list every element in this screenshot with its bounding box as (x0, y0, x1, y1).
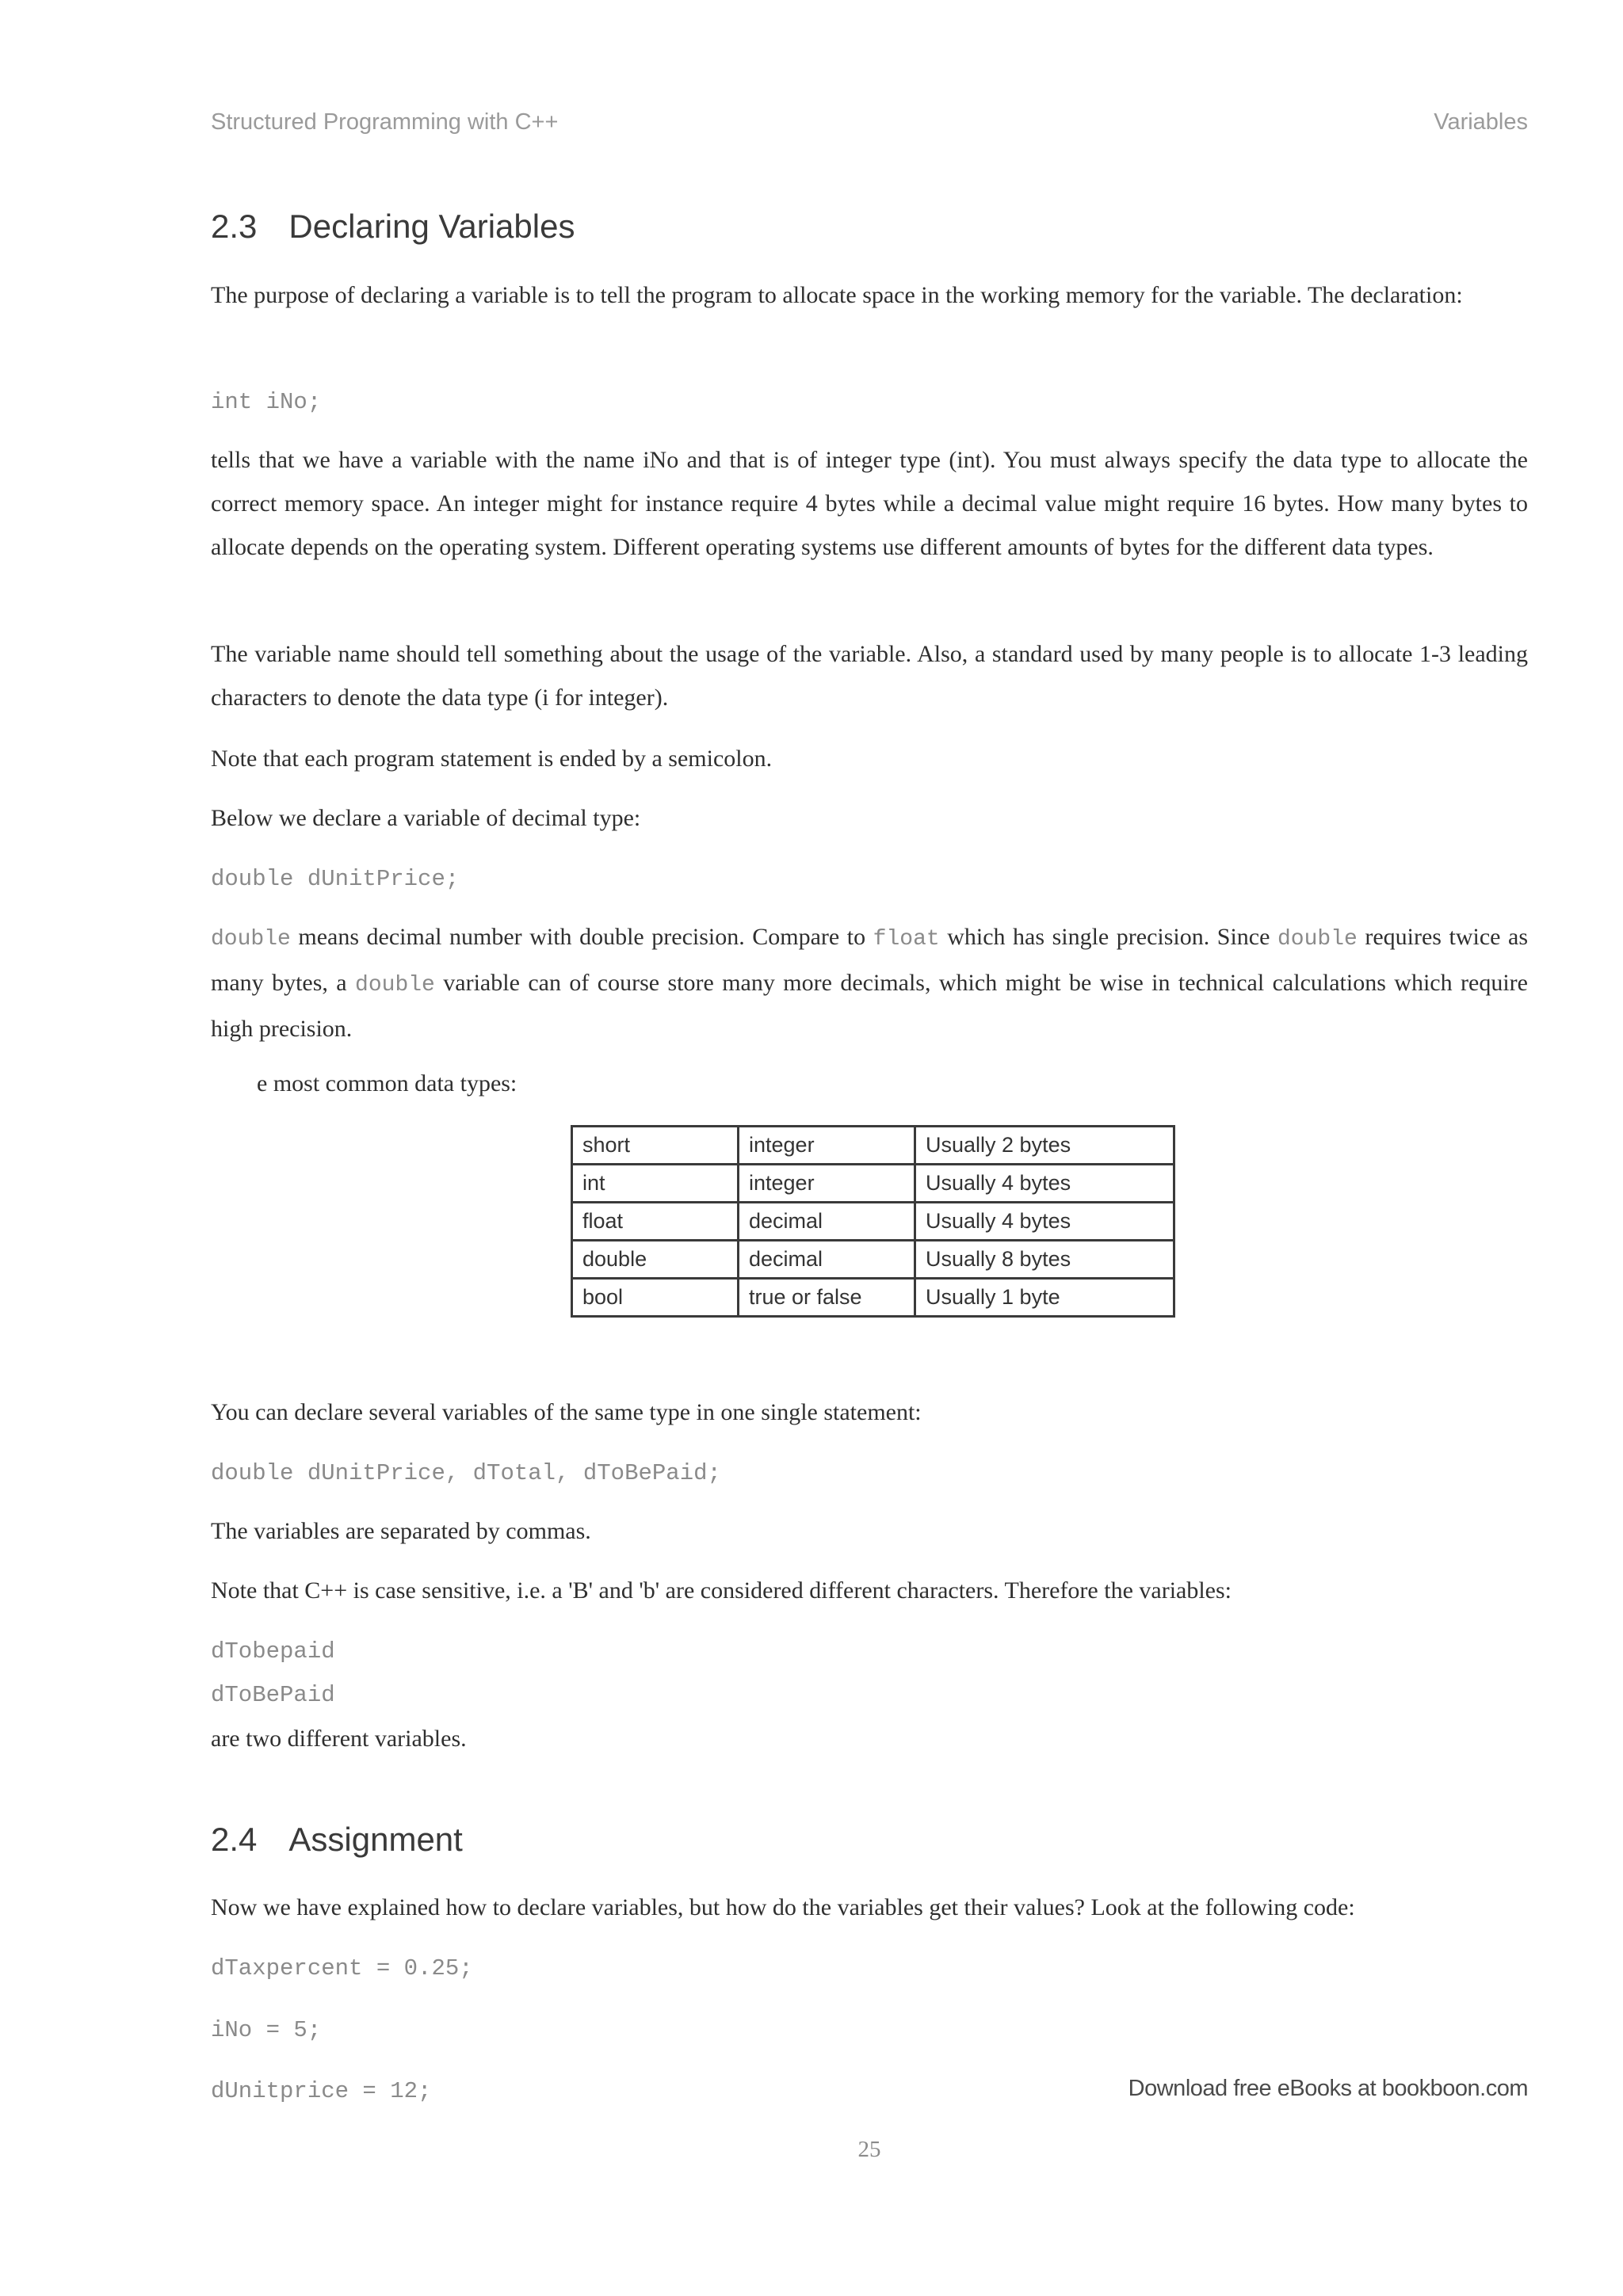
section-title: Declaring Variables (288, 208, 575, 245)
table-cell: integer (739, 1165, 915, 1203)
text-run: means decimal number with double precision. Compare to (290, 924, 873, 950)
running-header (211, 109, 1528, 135)
paragraph: tells that we have a variable with the name iNo and that is of integer type (int). You must always specify the data type to allocate the correct memory space. An integer might for instance require 4 bytes while a decimal value might require 16 bytes. How many bytes to allocate depends on the operating system. Different operating systems use different amounts of bytes for the different data types. (211, 447, 1528, 560)
table-cell: decimal (739, 1203, 915, 1241)
table-row (572, 1127, 1174, 1165)
code-line: iNo = 5; (211, 2017, 322, 2043)
table-row (572, 1203, 1174, 1241)
inline-code: double (1277, 927, 1358, 952)
code-line: double dUnitPrice; (211, 866, 460, 892)
table-cell: Usually 8 bytes (915, 1241, 1174, 1279)
paragraph (211, 915, 1528, 1051)
code-line: dUnitprice = 12; (211, 2078, 432, 2104)
document-page (211, 0, 1528, 2296)
code-line: dToBePaid (211, 1682, 335, 1708)
paragraph: You can declare several variables of the same type in one single statement: (211, 1399, 922, 1425)
code-line: double dUnitPrice, dTotal, dToBePaid; (211, 1460, 721, 1486)
paragraph: Note that each program statement is ended by a semicolon. (211, 746, 773, 772)
paragraph: Now we have explained how to declare variables, but how do the variables get their values? Look at the following code: (211, 1894, 1355, 1920)
table-cell: Usually 1 byte (915, 1279, 1174, 1317)
paragraph: Note that C++ is case sensitive, i.e. a 'B' and 'b' are considered different characters. Therefore the variables: (211, 1577, 1232, 1604)
text-run: variable can of course store many more decimals, which might be wise in technical calculations which require high precision. (211, 970, 1528, 1042)
section-heading-2-3 (211, 208, 575, 246)
code-line: dTaxpercent = 0.25; (211, 1955, 473, 1981)
paragraph: e most common data types: (257, 1070, 517, 1097)
paragraph: The variables are separated by commas. (211, 1518, 591, 1544)
table-cell: Usually 4 bytes (915, 1203, 1174, 1241)
table-cell: decimal (739, 1241, 915, 1279)
download-link[interactable]: Download free eBooks at bookboon.com (1128, 2076, 1528, 2101)
table-cell: double (572, 1241, 739, 1279)
code-line: dTobepaid (211, 1638, 335, 1665)
section-number: 2.4 (211, 1821, 258, 1858)
text-run: which has single precision. Since (939, 924, 1277, 950)
section-heading-2-4 (211, 1821, 463, 1859)
book-title: Structured Programming with C++ (211, 109, 559, 135)
inline-code: double (355, 973, 435, 997)
paragraph: The purpose of declaring a variable is to tell the program to allocate space in the working memory for the variable. The declaration: (211, 282, 1463, 308)
page-number: 25 (857, 2137, 881, 2162)
table-row (572, 1165, 1174, 1203)
section-title: Assignment (288, 1821, 463, 1858)
inline-code: float (873, 927, 940, 952)
table-cell: Usually 4 bytes (915, 1165, 1174, 1203)
table-cell: true or false (739, 1279, 915, 1317)
code-line: int iNo; (211, 389, 322, 415)
table-cell: short (572, 1127, 739, 1165)
table-row (572, 1279, 1174, 1317)
table-cell: float (572, 1203, 739, 1241)
table-cell: integer (739, 1127, 915, 1165)
chapter-title: Variables (1434, 109, 1528, 135)
section-number: 2.3 (211, 208, 258, 245)
inline-code: double (211, 927, 291, 952)
paragraph: Below we declare a variable of decimal type: (211, 805, 641, 831)
paragraph: are two different variables. (211, 1726, 467, 1752)
table-row (572, 1241, 1174, 1279)
table-cell: Usually 2 bytes (915, 1127, 1174, 1165)
table-cell: bool (572, 1279, 739, 1317)
data-types-table (571, 1125, 1175, 1318)
paragraph: The variable name should tell something about the usage of the variable. Also, a standard used by many people is to allocate 1-3 leading characters to denote the data type (i for integer). (211, 641, 1528, 711)
text-run: requires twice as many bytes, a (211, 924, 1529, 996)
table-cell: int (572, 1165, 739, 1203)
